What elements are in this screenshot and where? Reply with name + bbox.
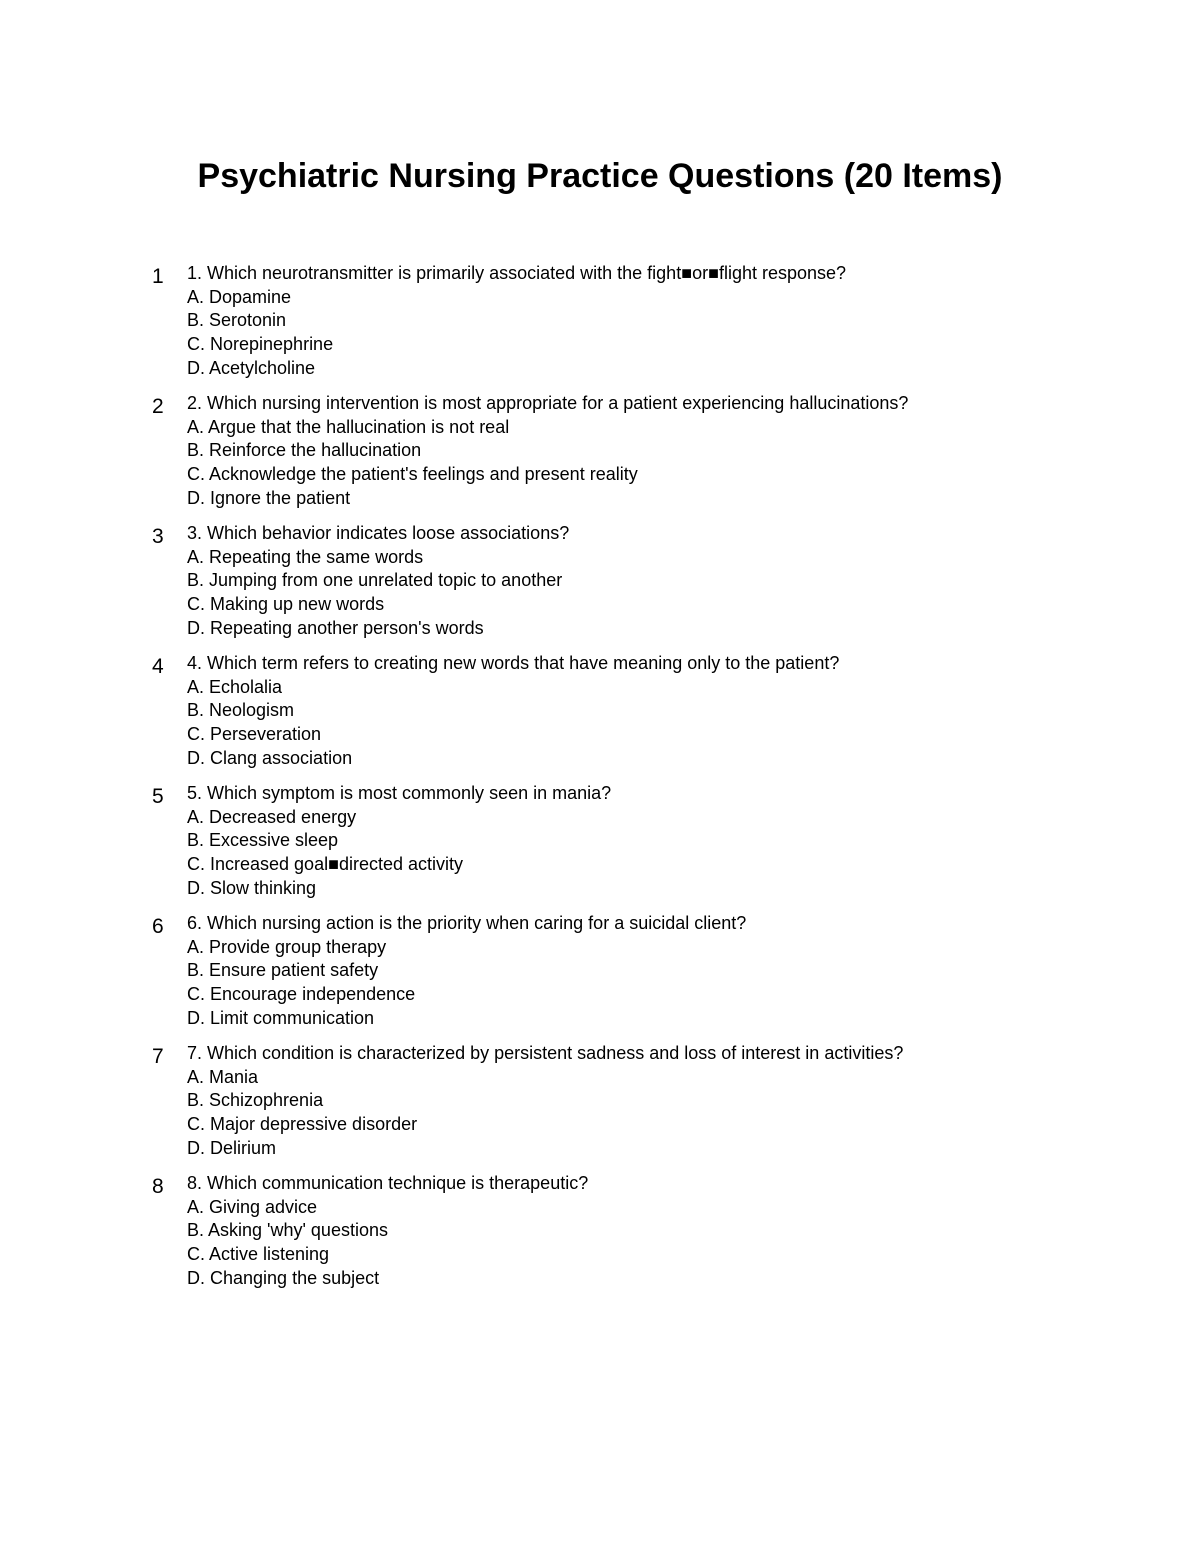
option-b: B. Schizophrenia bbox=[187, 1090, 324, 1111]
option-d: D. Clang association bbox=[187, 747, 353, 768]
question-item bbox=[0, 1172, 1200, 1302]
question-text: 2. Which nursing intervention is most appropriate for a patient experiencing hallucinations? bbox=[187, 393, 909, 413]
option-d: D. Changing the subject bbox=[187, 1267, 380, 1288]
option-d: D. Repeating another person's words bbox=[187, 617, 484, 638]
option-b: B. Excessive sleep bbox=[187, 830, 339, 851]
question-text: 4. Which term refers to creating new words that have meaning only to the patient? bbox=[187, 653, 840, 673]
option-d: D. Ignore the patient bbox=[187, 487, 351, 508]
question-body bbox=[187, 262, 1087, 381]
question-number: 7 bbox=[152, 1045, 164, 1068]
option-d: D. Acetylcholine bbox=[187, 357, 316, 378]
question-number: 6 bbox=[152, 915, 164, 938]
question-item bbox=[0, 782, 1200, 912]
question-body bbox=[187, 1042, 1087, 1161]
question-body bbox=[187, 522, 1087, 641]
option-a: A. Giving advice bbox=[187, 1196, 318, 1217]
question-text: 6. Which nursing action is the priority when caring for a suicidal client? bbox=[187, 913, 747, 933]
option-a: A. Dopamine bbox=[187, 286, 292, 307]
question-item bbox=[0, 262, 1200, 392]
option-d: D. Slow thinking bbox=[187, 877, 317, 898]
question-body bbox=[187, 392, 1087, 511]
option-a: A. Provide group therapy bbox=[187, 936, 387, 957]
question-item bbox=[0, 652, 1200, 782]
question-item bbox=[0, 1042, 1200, 1172]
question-number: 2 bbox=[152, 395, 164, 418]
page-title: Psychiatric Nursing Practice Questions (20 Items) bbox=[197, 157, 1003, 195]
option-a: A. Decreased energy bbox=[187, 806, 357, 827]
option-d: D. Delirium bbox=[187, 1137, 277, 1158]
option-c: C. Active listening bbox=[187, 1244, 330, 1265]
question-number: 5 bbox=[152, 785, 164, 808]
option-b: B. Asking 'why' questions bbox=[187, 1220, 388, 1241]
option-b: B. Serotonin bbox=[187, 310, 287, 331]
option-c: C. Acknowledge the patient's feelings and present reality bbox=[187, 464, 638, 485]
question-item bbox=[0, 522, 1200, 652]
option-d: D. Limit communication bbox=[187, 1007, 375, 1028]
question-text: 5. Which symptom is most commonly seen in mania? bbox=[187, 783, 612, 803]
question-item bbox=[0, 392, 1200, 522]
option-b: B. Ensure patient safety bbox=[187, 960, 379, 981]
option-c: C. Making up new words bbox=[187, 594, 385, 615]
question-body bbox=[187, 1172, 1087, 1291]
question-number: 8 bbox=[152, 1175, 164, 1198]
question-body bbox=[187, 782, 1087, 901]
question-item bbox=[0, 912, 1200, 1042]
option-a: A. Echolalia bbox=[187, 676, 283, 697]
question-number: 1 bbox=[152, 265, 164, 288]
question-number: 3 bbox=[152, 525, 164, 548]
question-text: 3. Which behavior indicates loose associations? bbox=[187, 523, 570, 543]
option-c: C. Norepinephrine bbox=[187, 334, 334, 355]
question-body bbox=[187, 912, 1087, 1031]
option-c: C. Perseveration bbox=[187, 724, 322, 745]
question-number: 4 bbox=[152, 655, 164, 678]
option-a: A. Repeating the same words bbox=[187, 546, 424, 567]
option-a: A. Argue that the hallucination is not real bbox=[187, 416, 510, 437]
question-text: 8. Which communication technique is therapeutic? bbox=[187, 1173, 589, 1193]
option-c: C. Encourage independence bbox=[187, 984, 416, 1005]
option-a: A. Mania bbox=[187, 1066, 259, 1087]
question-body bbox=[187, 652, 1087, 771]
option-c: C. Major depressive disorder bbox=[187, 1114, 418, 1135]
question-text: 1. Which neurotransmitter is primarily associated with the fight■or■flight response? bbox=[187, 263, 847, 283]
option-b: B. Neologism bbox=[187, 700, 295, 721]
option-c: C. Increased goal■directed activity bbox=[187, 854, 464, 875]
question-list bbox=[0, 262, 1200, 1302]
option-b: B. Reinforce the hallucination bbox=[187, 440, 422, 461]
question-text: 7. Which condition is characterized by persistent sadness and loss of interest in activities? bbox=[187, 1043, 904, 1063]
option-b: B. Jumping from one unrelated topic to another bbox=[187, 570, 563, 591]
